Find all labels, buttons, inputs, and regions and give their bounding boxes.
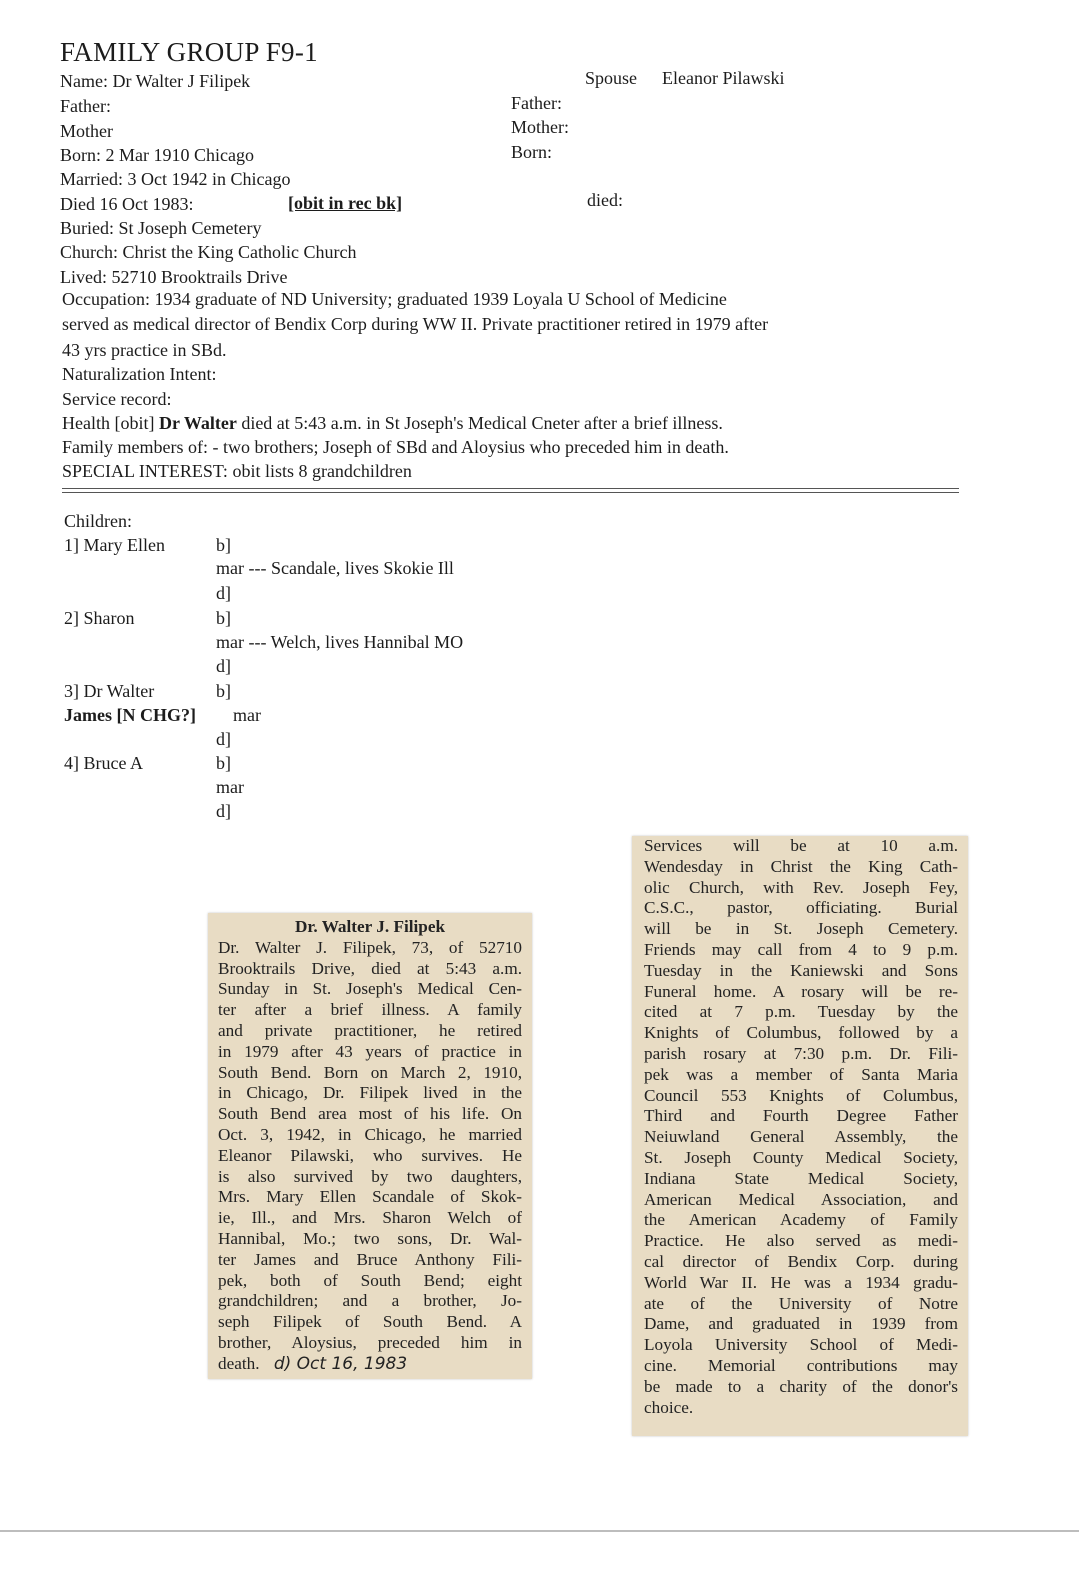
clipping-left-line: in 1979 after 43 years of practice in: [218, 1041, 522, 1061]
health-field: [62, 412, 723, 434]
child-3-name-continued: James [N CHG?]: [64, 705, 196, 725]
clipping-right-line: Knights of Columbus, followed by a: [644, 1023, 958, 1043]
spouse-father-field: Father:: [511, 93, 562, 113]
child-3-married: mar: [233, 705, 261, 725]
clipping-right-line: ate of the University of Notre: [644, 1293, 958, 1313]
clipping-left-last-text: death.: [218, 1353, 260, 1373]
clipping-left-line: Sunday in St. Joseph's Medical Cen-: [218, 979, 522, 999]
church-field: Church: Christ the King Catholic Church: [60, 242, 357, 262]
page-title: FAMILY GROUP F9-1: [60, 37, 318, 67]
clipping-right-line: pek was a member of Santa Maria: [644, 1064, 958, 1084]
clipping-left-line: Dr. Walter J. Filipek, 73, of 52710: [218, 937, 522, 957]
obituary-clipping-left: [208, 913, 532, 1379]
died-field: Died 16 Oct 1983:: [60, 194, 194, 214]
clipping-left-line: South Bend area most of his life. On: [218, 1104, 522, 1124]
clipping-left-line: South Bend. Born on March 2, 1910,: [218, 1062, 522, 1082]
section-divider: [62, 488, 959, 493]
occupation-line-3: 43 yrs practice in SBd.: [62, 340, 227, 360]
child-3-died: d]: [216, 729, 231, 749]
clipping-right-line: Funeral home. A rosary will be re-: [644, 981, 958, 1001]
father-field: Father:: [60, 96, 111, 116]
clipping-right-line: Friends may call from 4 to 9 p.m.: [644, 939, 958, 959]
health-text: died at 5:43 a.m. in St Joseph's Medical Cneter after a brief illness.: [236, 413, 723, 433]
born-field: Born: 2 Mar 1910 Chicago: [60, 145, 254, 165]
spouse-name: Eleanor Pilawski: [662, 68, 785, 88]
clipping-right-line: Tuesday in the Kaniewski and Sons: [644, 960, 958, 980]
buried-field: Buried: St Joseph Cemetery: [60, 218, 262, 238]
spouse-died-field: died:: [587, 190, 623, 210]
married-field: Married: 3 Oct 1942 in Chicago: [60, 169, 291, 189]
child-2-married: mar --- Welch, lives Hannibal MO: [216, 632, 464, 652]
spouse-label: Spouse: [585, 68, 638, 88]
child-4-born: b]: [216, 753, 231, 773]
child-4-married: mar: [216, 777, 244, 797]
clipping-right-line: Loyola University School of Medi-: [644, 1335, 958, 1355]
clipping-right-line: Practice. He also served as medi-: [644, 1231, 958, 1251]
clipping-right-line: the American Academy of Family: [644, 1210, 958, 1230]
health-name: Dr Walter: [158, 413, 237, 433]
clipping-right-line: Wendesday in Christ the King Cath-: [644, 856, 958, 876]
person-name: Name: Dr Walter J Filipek: [60, 71, 251, 91]
clipping-right-lines: [644, 836, 958, 1398]
child-2-born: b]: [216, 608, 231, 628]
service-record-field: Service record:: [62, 389, 172, 409]
clipping-right-line: Neiuwland General Assembly, the: [644, 1127, 958, 1147]
scan-edge-line: [0, 1530, 1079, 1532]
spouse-born-field: Born:: [511, 142, 553, 162]
child-4-died: d]: [216, 801, 231, 821]
clipping-right-line: olic Church, with Rev. Joseph Fey,: [644, 877, 958, 897]
clipping-right-line: cine. Memorial contributions may: [644, 1355, 958, 1375]
clipping-right-line: Indiana State Medical Society,: [644, 1168, 958, 1188]
clipping-left-line: in Chicago, Dr. Filipek lived in the: [218, 1083, 522, 1103]
occupation-line-1: Occupation: 1934 graduate of ND University; graduated 1939 Loyala U School of Medicine: [62, 289, 727, 309]
clipping-right-line: Dame, and graduated in 1939 from: [644, 1314, 958, 1334]
child-3-name: 3] Dr Walter: [64, 681, 155, 701]
special-interest-field: SPECIAL INTEREST: obit lists 8 grandchildren: [62, 461, 412, 481]
child-2-died: d]: [216, 656, 231, 676]
clipping-left-line: grandchildren; and a brother, Jo-: [218, 1291, 522, 1311]
clipping-left-line: ter James and Bruce Anthony Fili-: [218, 1249, 522, 1269]
clipping-left-line: brother, Aloysius, preceded him in: [218, 1332, 522, 1352]
clipping-left-line: Hannibal, Mo.; two sons, Dr. Wal-: [218, 1228, 522, 1248]
obituary-clipping-right: [632, 836, 968, 1436]
lived-field: Lived: 52710 Brooktrails Drive: [60, 267, 288, 287]
clipping-right-last-line: choice.: [644, 1397, 694, 1417]
clipping-right-line: parish rosary at 7:30 p.m. Dr. Fili-: [644, 1043, 958, 1063]
spouse-mother-field: Mother:: [511, 117, 569, 137]
clipping-right-line: Services will be at 10 a.m.: [644, 836, 958, 855]
clipping-left-line: is also survived by two daughters,: [218, 1166, 522, 1186]
child-4-name: 4] Bruce A: [64, 753, 143, 773]
clipping-left-line: Oct. 3, 1942, in Chicago, he married: [218, 1124, 522, 1144]
child-1-born: b]: [216, 535, 231, 555]
clipping-right-line: Council 553 Knights of Columbus,: [644, 1085, 958, 1105]
clipping-left-line: Mrs. Mary Ellen Scandale of Skok-: [218, 1187, 522, 1207]
clipping-left-line: Brooktrails Drive, died at 5:43 a.m.: [218, 958, 522, 978]
clipping-left-line: Eleanor Pilawski, who survives. He: [218, 1145, 522, 1165]
clipping-left-lines: [218, 938, 522, 1354]
family-members-field: Family members of: - two brothers; Joseph of SBd and Aloysius who preceded him in death.: [62, 437, 729, 457]
clipping-left-line: seph Filipek of South Bend. A: [218, 1312, 522, 1332]
child-3-born: b]: [216, 681, 231, 701]
clipping-right-line: be made to a charity of the donor's: [644, 1376, 958, 1396]
clipping-right-line: cal director of Bendix Corp. during: [644, 1251, 958, 1271]
handwritten-date-note: d) Oct 16, 1983: [273, 1353, 408, 1374]
clipping-left-line: ie, Ill., and Mrs. Sharon Welch of: [218, 1208, 522, 1228]
children-label: Children:: [64, 511, 132, 531]
clipping-right-line: St. Joseph County Medical Society,: [644, 1147, 958, 1167]
naturalization-field: Naturalization Intent:: [62, 364, 217, 384]
child-1-died: d]: [216, 583, 231, 603]
child-2-name: 2] Sharon: [64, 608, 135, 628]
clipping-right-line: C.S.C., pastor, officiating. Burial: [644, 898, 958, 918]
clipping-right-line: American Medical Association, and: [644, 1189, 958, 1209]
clipping-left-line: and private practitioner, he retired: [218, 1020, 522, 1040]
child-1-name: 1] Mary Ellen: [64, 535, 165, 555]
clipping-right-line: Third and Fourth Degree Father: [644, 1106, 958, 1126]
mother-field: Mother: [60, 121, 113, 141]
clipping-left-line: ter after a brief illness. A family: [218, 1000, 522, 1020]
clipping-right-line: cited at 7 p.m. Tuesday by the: [644, 1002, 958, 1022]
clipping-heading: Dr. Walter J. Filipek: [294, 917, 446, 936]
obit-reference-link[interactable]: [obit in rec bk]: [288, 193, 403, 213]
clipping-left-line: pek, both of South Bend; eight: [218, 1270, 522, 1290]
clipping-left-last-line: [218, 1354, 522, 1375]
child-1-married: mar --- Scandale, lives Skokie Ill: [216, 558, 454, 578]
clipping-right-line: World War II. He was a 1934 gradu-: [644, 1272, 958, 1292]
occupation-line-2: served as medical director of Bendix Corp during WW II. Private practitioner retired in 1979 after: [62, 314, 769, 334]
health-prefix: Health [obit]: [62, 413, 159, 433]
clipping-right-line: will be in St. Joseph Cemetery.: [644, 919, 958, 939]
